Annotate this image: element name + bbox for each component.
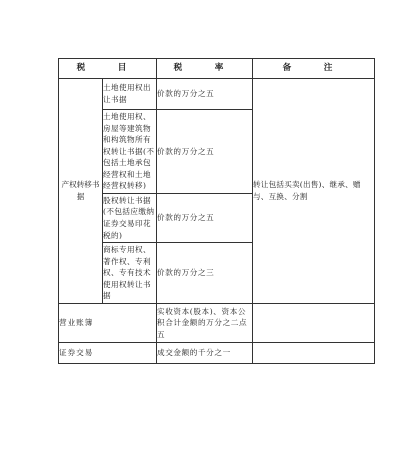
sub-item-ip-rights: 商标专用权、著作权、专利权、专有技术使用权转让书据 xyxy=(103,243,157,304)
header-note-label: 备 注 xyxy=(282,62,345,73)
header-rate-label: 税 率 xyxy=(173,62,236,73)
rate-business-books: 实收资本(股本)、资本公积合计金额的万分之二点五 xyxy=(157,304,253,343)
stamp-tax-rate-table xyxy=(58,58,375,364)
note-business-books xyxy=(253,304,375,343)
rate-securities: 成交金额的千分之一 xyxy=(157,343,253,364)
item-securities: 证券交易 xyxy=(59,343,157,364)
note-securities xyxy=(253,343,375,364)
table-row xyxy=(59,79,375,110)
sub-item-land-building: 土地使用权、房屋等建筑物和构筑物所有权转让书据(不包括土地承包经营权和土地经营权转移) xyxy=(103,110,157,194)
header-rate xyxy=(157,59,253,79)
header-item xyxy=(59,59,157,79)
rate-ip-rights: 价款的万分之三 xyxy=(157,243,253,304)
rate-equity: 价款的万分之五 xyxy=(157,194,253,243)
item-business-books: 营业账簿 xyxy=(59,304,157,343)
table-header-row xyxy=(59,59,375,79)
table-row xyxy=(59,343,375,364)
header-item-label: 税 目 xyxy=(76,62,139,73)
sub-item-equity: 股权转让书据(不包括应缴纳证券交易印花税的) xyxy=(103,194,157,243)
header-note xyxy=(253,59,375,79)
note-transfer-docs: 转让包括买卖(出售)、继承、赠与、互换、分割 xyxy=(253,79,375,304)
table-row xyxy=(59,304,375,343)
rate-land-grant: 价款的万分之五 xyxy=(157,79,253,110)
sub-item-land-grant: 土地使用权出让书据 xyxy=(103,79,157,110)
category-transfer-docs: 产权转移书据 xyxy=(59,79,103,304)
rate-land-building: 价款的万分之五 xyxy=(157,110,253,194)
